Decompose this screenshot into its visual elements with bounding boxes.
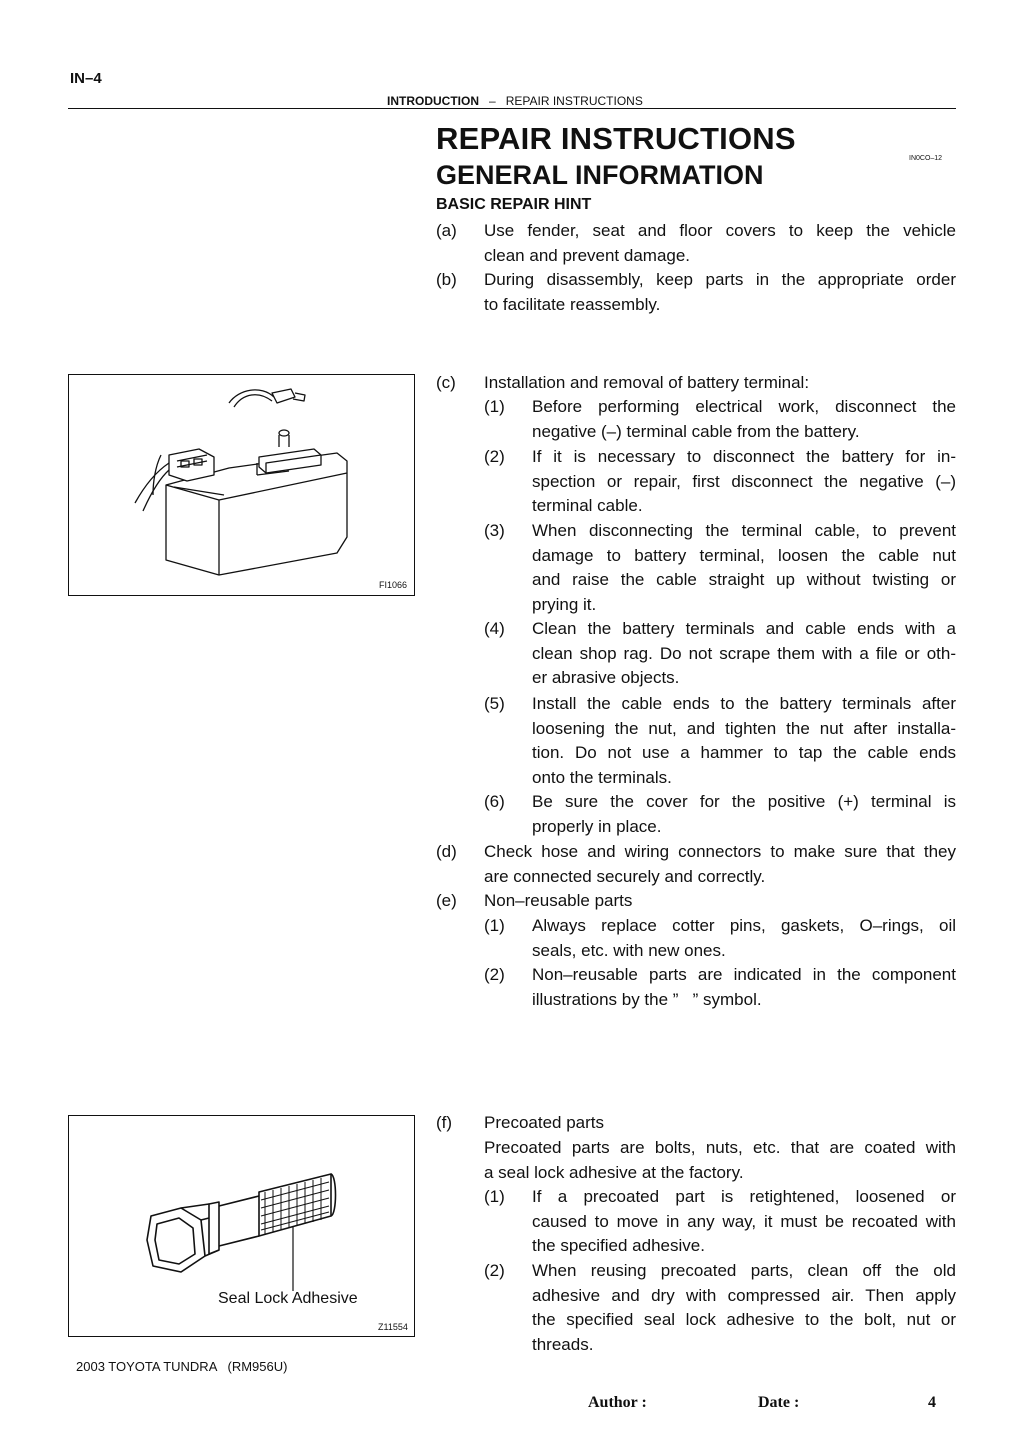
item-c5-line: loosening the nut, and tighten the nut after installa-: [532, 718, 956, 738]
section-subtitle: GENERAL INFORMATION: [436, 160, 764, 190]
item-c6-line: Be sure the cover for the positive (+) terminal is: [532, 792, 956, 811]
item-e1-line: seals, etc. with new ones.: [532, 940, 726, 960]
item-b-text: [484, 268, 956, 317]
item-e1-text: [532, 914, 956, 963]
item-c-label: (c): [436, 373, 456, 392]
item-d-line: are connected securely and correctly.: [484, 866, 766, 886]
subsection-name: REPAIR INSTRUCTIONS: [505, 94, 643, 108]
item-c4-line: Clean the battery terminals and cable ends with a: [532, 619, 956, 638]
item-f-intro-line: a seal lock adhesive at the factory.: [484, 1162, 744, 1182]
item-c6-text: [532, 790, 956, 839]
section-header: [387, 94, 643, 108]
item-c1-line: negative (–) terminal cable from the battery.: [532, 421, 860, 441]
item-c1-line: Before performing electrical work, disconnect the: [532, 397, 956, 416]
item-a-line: clean and prevent damage.: [484, 245, 691, 265]
item-e2-line: illustrations by the ” ” symbol.: [532, 989, 762, 1009]
item-c4-line: clean shop rag. Do not scrape them with a file or oth-: [532, 643, 956, 663]
battery-illustration: [69, 375, 414, 595]
item-c1-text: [532, 395, 956, 444]
item-f-intro: [484, 1136, 956, 1185]
page-title: REPAIR INSTRUCTIONS: [436, 121, 796, 156]
header-rule: [68, 108, 956, 109]
item-c5-line: tion. Do not use a hammer to tap the cable ends: [532, 743, 956, 763]
item-f-intro-line: Precoated parts are bolts, nuts, etc. that are coated with: [484, 1138, 956, 1157]
item-c3-line: and raise the cable straight up without twisting or: [532, 570, 956, 590]
item-c2-label: (2): [484, 447, 505, 466]
battery-figure: [68, 374, 415, 596]
item-f-label: (f): [436, 1113, 453, 1132]
item-e-label: (e): [436, 891, 457, 910]
bolt-figure-code: Z11554: [378, 1322, 408, 1332]
item-a-text: [484, 219, 956, 268]
item-c5-label: (5): [484, 694, 505, 713]
item-f2-line: threads.: [532, 1334, 594, 1354]
item-c-text: Installation and removal of battery terminal:: [484, 373, 810, 392]
footer-page-number: 4: [928, 1394, 936, 1411]
item-d-line: Check hose and wiring connectors to make sure that they: [484, 842, 956, 861]
item-c4-label: (4): [484, 619, 505, 638]
item-f2-text: [532, 1259, 956, 1357]
item-c5-line: onto the terminals.: [532, 767, 672, 787]
item-e-text: Non–reusable parts: [484, 891, 633, 910]
item-f1-line: caused to move in any way, it must be recoated with: [532, 1211, 956, 1231]
item-f2-line: the specified seal lock adhesive to the bolt, nut or: [532, 1310, 956, 1330]
footer-author-label: Author :: [588, 1394, 647, 1411]
item-f1-label: (1): [484, 1187, 505, 1206]
item-f2-line: When reusing precoated parts, clean off the old: [532, 1261, 956, 1280]
document-code: IN0CO–12: [909, 155, 943, 162]
item-c4-text: [532, 617, 956, 691]
item-b-line: to facilitate reassembly.: [484, 294, 661, 314]
item-a-line: Use fender, seat and floor covers to keep the vehicle: [484, 221, 956, 240]
item-a-label: (a): [436, 221, 457, 240]
page-code: IN–4: [70, 70, 102, 87]
footer-model: 2003 TOYOTA TUNDRA (RM956U): [76, 1359, 288, 1374]
item-c4-line: er abrasive objects.: [532, 668, 680, 688]
item-c3-line: prying it.: [532, 594, 597, 614]
item-f-text: Precoated parts: [484, 1113, 605, 1132]
item-c3-line: damage to battery terminal, loosen the cable nut: [532, 545, 956, 565]
item-c2-text: [532, 445, 956, 519]
item-f2-label: (2): [484, 1261, 505, 1280]
item-c1-label: (1): [484, 397, 505, 416]
item-b-line: During disassembly, keep parts in the appropriate order: [484, 270, 956, 289]
subheading: BASIC REPAIR HINT: [436, 196, 592, 213]
item-c5-line: Install the cable ends to the battery terminals after: [532, 694, 956, 713]
item-c6-label: (6): [484, 792, 505, 811]
item-e2-line: Non–reusable parts are indicated in the component: [532, 965, 956, 984]
item-c2-line: terminal cable.: [532, 496, 643, 516]
item-f1-line: If a precoated part is retightened, loosened or: [532, 1187, 956, 1206]
item-f1-text: [532, 1185, 956, 1259]
item-c5-text: [532, 692, 956, 790]
item-c3-text: [532, 519, 956, 617]
item-f1-line: the specified adhesive.: [532, 1236, 705, 1256]
item-d-label: (d): [436, 842, 457, 861]
item-c6-line: properly in place.: [532, 816, 662, 836]
item-e1-line: Always replace cotter pins, gaskets, O–rings, oil: [532, 916, 956, 935]
item-c3-label: (3): [484, 521, 505, 540]
item-e2-label: (2): [484, 965, 505, 984]
item-c2-line: spection or repair, first disconnect the negative (–): [532, 471, 956, 491]
item-e1-label: (1): [484, 916, 505, 935]
section-name: INTRODUCTION: [387, 94, 479, 108]
item-c3-line: When disconnecting the terminal cable, to prevent: [532, 521, 956, 540]
battery-figure-code: FI1066: [379, 580, 408, 590]
item-c2-line: If it is necessary to disconnect the battery for in-: [532, 447, 956, 466]
item-d-text: [484, 840, 956, 889]
item-f2-line: adhesive and dry with compressed air. Then apply: [532, 1285, 956, 1305]
footer-date-label: Date :: [758, 1394, 800, 1411]
item-b-label: (b): [436, 270, 457, 289]
item-e2-text: [532, 963, 956, 1012]
section-separator: –: [489, 94, 496, 108]
bolt-figure: [68, 1115, 415, 1337]
bolt-figure-caption: Seal Lock Adhesive: [218, 1290, 358, 1307]
